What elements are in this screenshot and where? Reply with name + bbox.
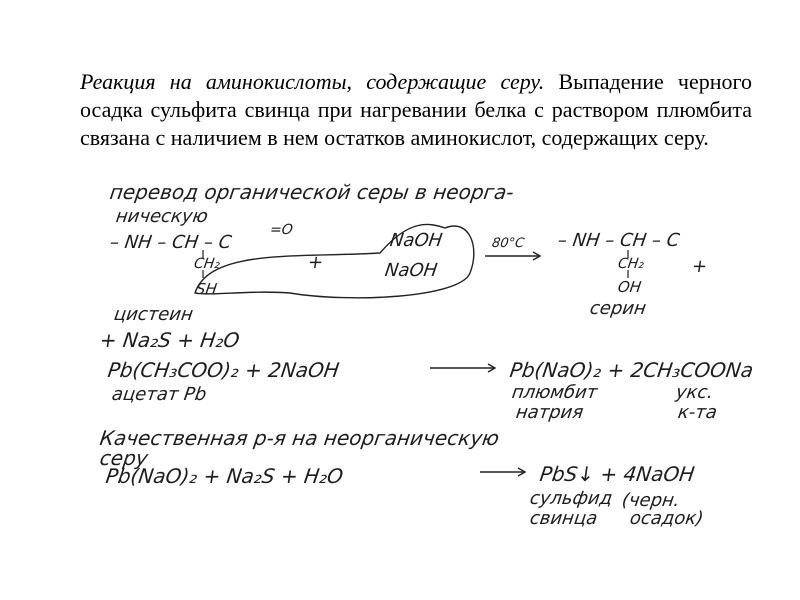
temperature: 80°C	[490, 236, 526, 251]
handwritten-notes	[98, 178, 755, 538]
label-natrii: натрия	[514, 402, 585, 423]
label-sulfide: сульфид	[528, 488, 614, 509]
label-black: (черн.	[620, 490, 682, 511]
label-osadok: осадок)	[628, 508, 705, 529]
eq3-left: Pb(NaO)₂ + Na₂S + H₂O	[104, 464, 345, 488]
plus-2: +	[690, 256, 709, 277]
note-qualitative-2: серу	[98, 446, 150, 470]
eq2-right: Pb(NaO)₂ + 2CH₃COONa	[508, 358, 755, 382]
label-kta: к-та	[676, 402, 719, 423]
paragraph-italic-heading: Реакция на аминокислоты, содержащие серу.	[80, 69, 545, 94]
label-plumbite: плюмбит	[510, 382, 599, 403]
note-line-1b: ническую	[114, 206, 210, 227]
label-serine: серин	[588, 298, 648, 319]
eq3-right: PbS↓ + 4NaOH	[538, 462, 697, 486]
oh-group: OH	[616, 278, 643, 296]
ch2-right: CH₂	[616, 256, 646, 272]
naoh-2: NaOH	[383, 260, 439, 281]
label-cysteine: цистеин	[112, 304, 195, 325]
body-paragraph	[80, 68, 752, 152]
paragraph-text: Выпадение черного осадка сульфита свинца при нагревании белка с раствором плюмбита связана с наличием в нем остатков аминокислот, содержащих серу.	[80, 69, 752, 150]
chain-left: – NH – CH – C	[108, 232, 233, 253]
eq2-left: Pb(CH₃COO)₂ + 2NaOH	[106, 358, 341, 382]
note-line-1: перевод органической серы в неорга-	[108, 180, 516, 204]
naoh-1: NaOH	[388, 230, 444, 251]
label-svinca: свинца	[528, 508, 599, 529]
na2s-line: + Na₂S + H₂O	[98, 328, 242, 352]
carbonyl-o: =O	[268, 222, 294, 238]
label-uks: укс.	[674, 382, 715, 403]
chain-right: – NH – CH – C	[556, 230, 681, 251]
ch2-left: CH₂	[192, 256, 222, 272]
plus-1: +	[306, 252, 325, 273]
note-qualitative: Качественная р-я на неорганическую	[98, 426, 501, 450]
sh-group: SH	[194, 280, 219, 298]
label-acetate: ацетат Pb	[110, 384, 208, 405]
